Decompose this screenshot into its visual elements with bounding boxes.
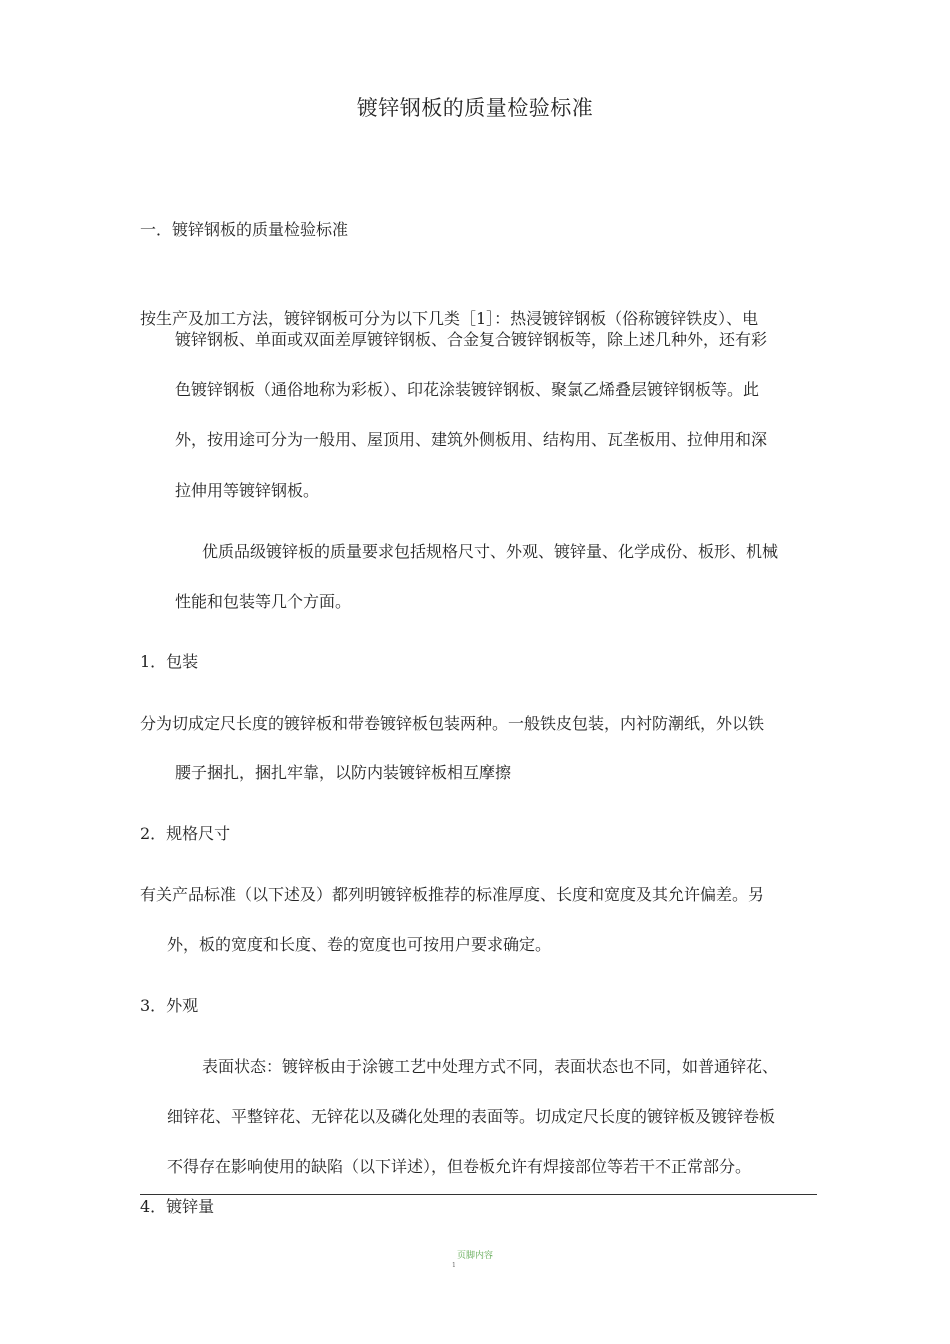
paragraph-line: 外，按用途可分为一般用、屋顶用、建筑外侧板用、结构用、瓦垄板用、拉伸用和深 [175, 430, 768, 449]
document-title: 镀锌钢板的质量检验标准 [356, 96, 594, 120]
paragraph-line: 优质品级镀锌板的质量要求包括规格尺寸、外观、镀锌量、化学成份、板形、机械 [202, 542, 779, 561]
paragraph-line: 拉伸用等镀锌钢板。 [175, 481, 320, 500]
section-heading-appearance: 3．外观 [140, 996, 199, 1015]
paragraph-line: 有关产品标准（以下述及）都列明镀锌板推荐的标准厚度、长度和宽度及其允许偏差。另 [140, 885, 765, 904]
paragraph-line: 细锌花、平整锌花、无锌花以及磷化处理的表面等。切成定尺长度的镀锌板及镀锌卷板 [167, 1107, 776, 1126]
paragraph-line: 不得存在影响使用的缺陷（以下详述），但卷板允许有焊接部位等若干不正常部分。 [167, 1157, 752, 1176]
section-heading-dimensions: 2．规格尺寸 [140, 824, 231, 843]
paragraph-line: 外，板的宽度和长度、卷的宽度也可按用户要求确定。 [167, 935, 552, 954]
paragraph-line: 色镀锌钢板（通俗地称为彩板）、印花涂装镀锌钢板、聚氯乙烯叠层镀锌钢板等。此 [175, 380, 760, 399]
paragraph-line: 按生产及加工方法，镀锌钢板可分为以下几类［1］：热浸镀锌钢板（俗称镀锌铁皮）、电 [140, 309, 759, 328]
paragraph-line: 分为切成定尺长度的镀锌板和带卷镀锌板包装两种。一般铁皮包装，内衬防潮纸，外以铁 [140, 714, 765, 733]
section-heading-packaging: 1．包装 [140, 652, 199, 671]
section-heading-zinc-coating: 4．镀锌量 [140, 1197, 215, 1216]
page-footer: 页脚内容 [456, 1251, 493, 1261]
paragraph-line: 性能和包装等几个方面。 [175, 592, 352, 611]
paragraph-line: 表面状态：镀锌板由于涂镀工艺中处理方式不同，表面状态也不同，如普通锌花、 [202, 1057, 779, 1076]
footer-mark: 1 [452, 1262, 456, 1269]
paragraph-line: 腰子捆扎，捆扎牢靠，以防内装镀锌板相互摩擦 [175, 763, 512, 782]
section-heading-1: 一．镀锌钢板的质量检验标准 [140, 220, 349, 239]
footer-divider [140, 1194, 817, 1195]
paragraph-line: 镀锌钢板、单面或双面差厚镀锌钢板、合金复合镀锌钢板等，除上述几种外，还有彩 [175, 330, 768, 349]
